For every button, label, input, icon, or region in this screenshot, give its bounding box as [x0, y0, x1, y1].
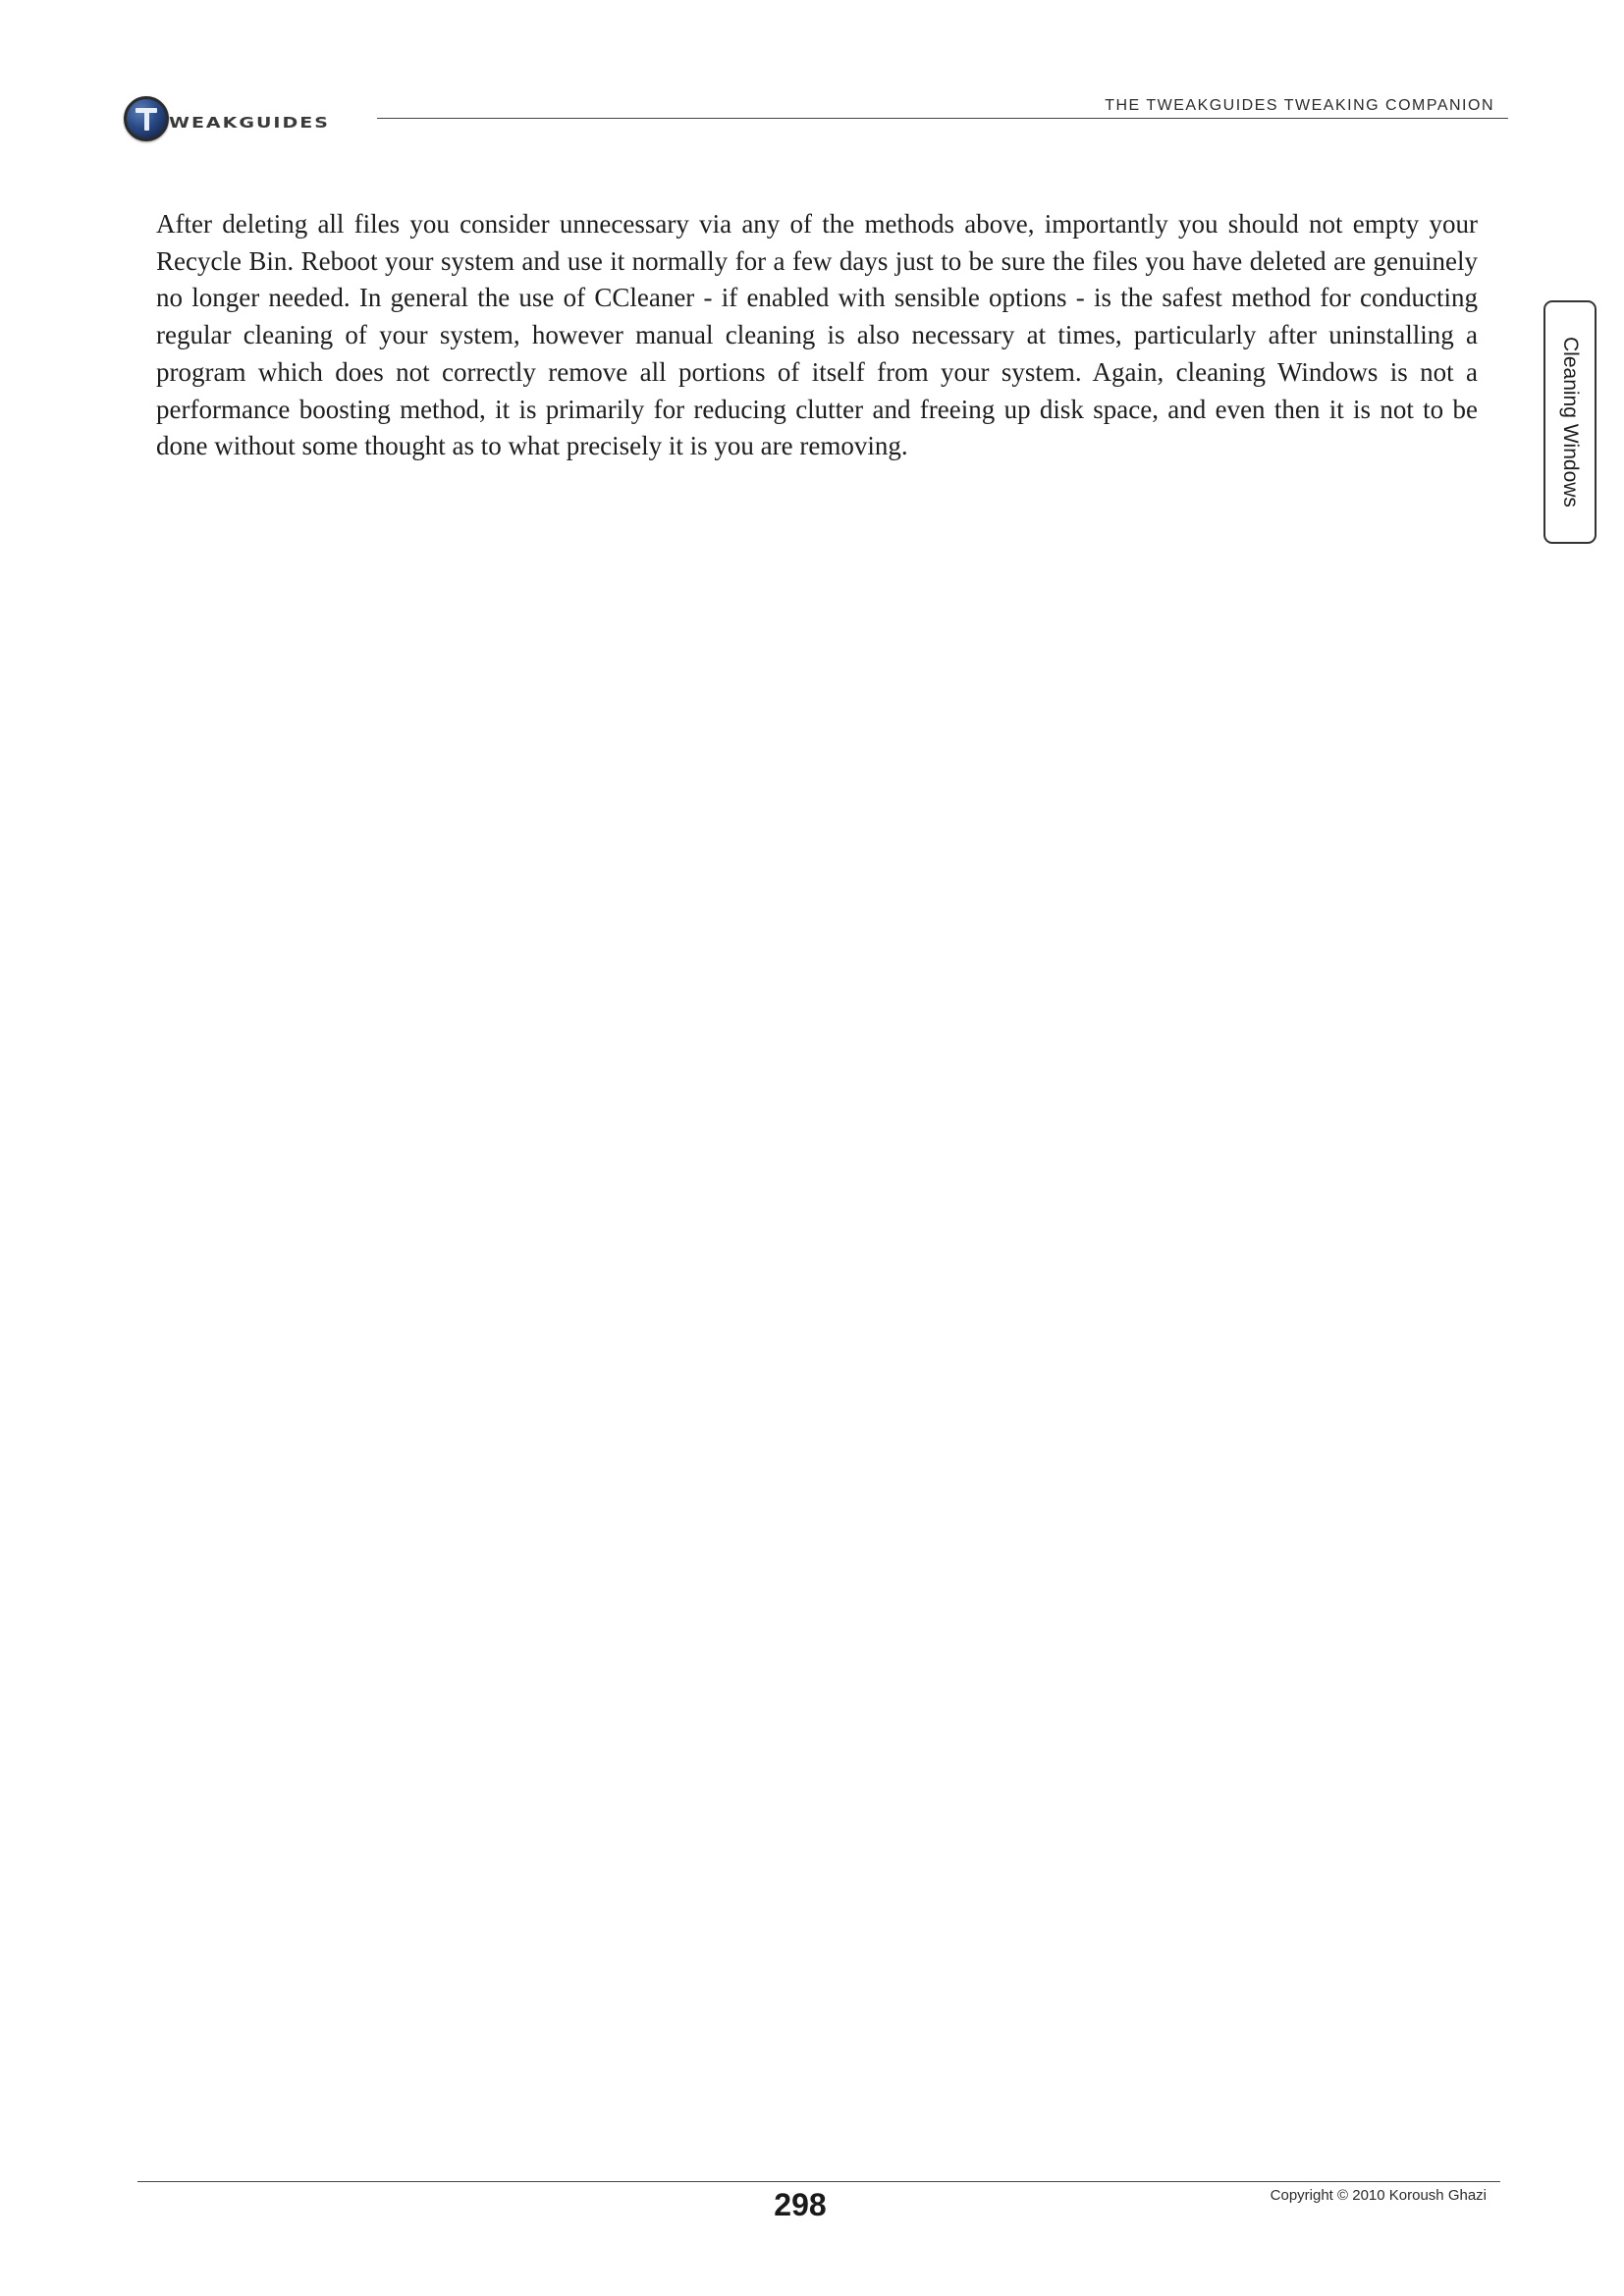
tweakguides-logo-icon: [124, 96, 169, 141]
page-number: 298: [774, 2187, 827, 2222]
logo-text: WEAKGUIDES: [169, 114, 330, 132]
section-tab: [1543, 300, 1597, 544]
body-paragraph: After deleting all files you consider unnecessary via any of the methods above, importantly you should not empty your Recycle Bin. Reboot your system and use it normally for a few days just to be sure the files you have deleted are genuinely no longer needed. In general the use of CCleaner - if enabled with sensible options - is the safest method for conducting regular cleaning of your system, however manual cleaning is also necessary at times, particularly after uninstalling a program which does not correctly remove all portions of itself from your system. Again, cleaning Windows is not a performance boosting method, it is primarily for reducing clutter and freeing up disk space, and even then it is not to be done without some thought as to what precisely it is you are removing.: [156, 209, 1478, 461]
page-header: [124, 92, 1508, 147]
tweakguides-logo: [124, 94, 330, 143]
section-tab-label: Cleaning Windows: [1559, 337, 1582, 507]
header-divider: [377, 118, 1508, 119]
footer-divider: [137, 2181, 1500, 2182]
publication-title: THE TWEAKGUIDES TWEAKING COMPANION: [1105, 97, 1494, 114]
copyright-notice: Copyright © 2010 Koroush Ghazi: [1270, 2187, 1487, 2204]
